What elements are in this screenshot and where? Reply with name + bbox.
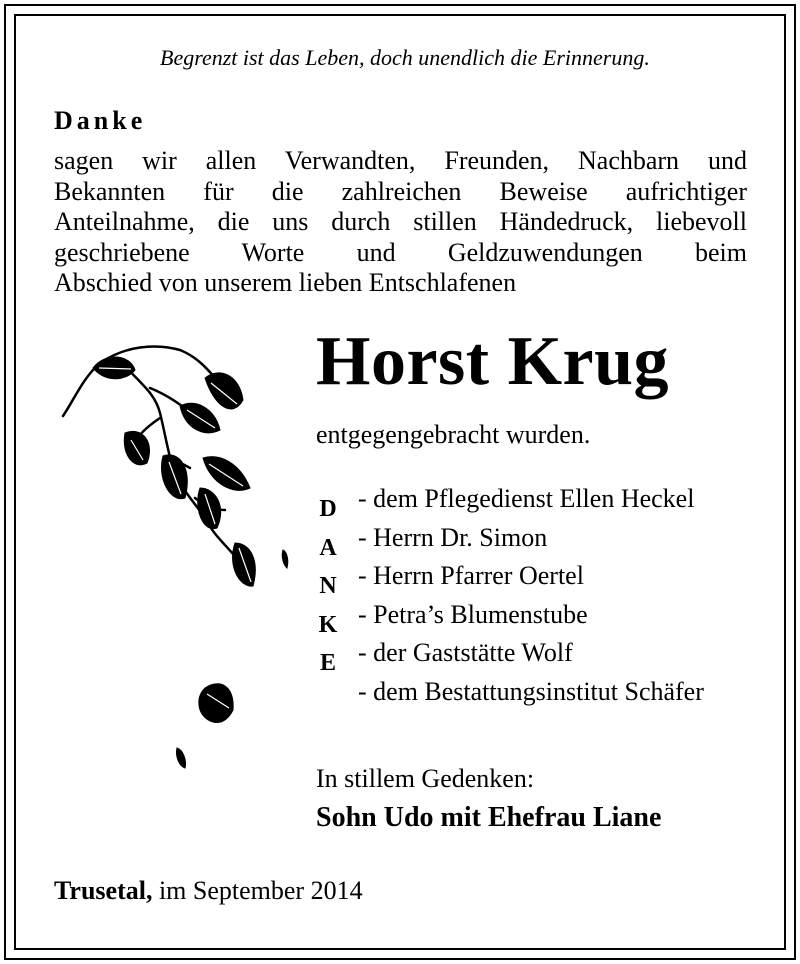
- thanks-recipient: - Petra’s Blumenstube: [358, 599, 588, 629]
- thanks-line: sagen wir allen Verwandten, Freunden, Nachbarn und: [54, 146, 747, 175]
- thanks-line: Bekannten für die zahlreichen Beweise aufrichtiger: [54, 176, 747, 206]
- acrostic-letter: E: [319, 650, 336, 676]
- leaf-branch-illustration: [55, 338, 305, 778]
- acrostic-letter: A: [319, 534, 337, 561]
- thanks-paragraph: [54, 146, 747, 299]
- danke-acrostic: [316, 496, 340, 689]
- memory-line: In stillem Gedenken:: [316, 764, 535, 793]
- thanks-recipient: - dem Pflegedienst Ellen Heckel: [358, 484, 695, 513]
- thanks-recipient: - der Gaststätte Wolf: [358, 638, 573, 667]
- acrostic-letter: D: [319, 496, 337, 522]
- acrostic-letter: N: [319, 573, 337, 599]
- thanks-line: Abschied von unserem lieben Entschlafenen: [54, 268, 517, 297]
- thanks-heading: Danke: [54, 106, 147, 135]
- place-date-line: [54, 876, 363, 906]
- thanks-line: geschriebene Worte und Geldzuwendungen beim: [54, 237, 747, 267]
- acrostic-letter: K: [318, 611, 338, 638]
- family-signature: Sohn Udo mit Ehefrau Liane: [316, 802, 662, 833]
- place: Trusetal,: [54, 876, 153, 905]
- conveyed-text: entgegengebracht wurden.: [316, 420, 591, 449]
- thanks-recipient: - Herrn Dr. Simon: [358, 522, 548, 552]
- motto: Begrenzt ist das Leben, doch unendlich die Erinnerung.: [160, 45, 650, 70]
- thanks-recipient: - Herrn Pfarrer Oertel: [358, 561, 584, 590]
- thanks-recipient-list: [358, 484, 704, 715]
- thanks-recipient: - dem Bestattungsinstitut Schäfer: [358, 676, 704, 706]
- date: im September 2014: [158, 876, 363, 905]
- deceased-name: Horst Krug: [316, 323, 670, 400]
- thanks-line: Anteilnahme, die uns durch stillen Händedruck, liebevoll: [54, 207, 747, 236]
